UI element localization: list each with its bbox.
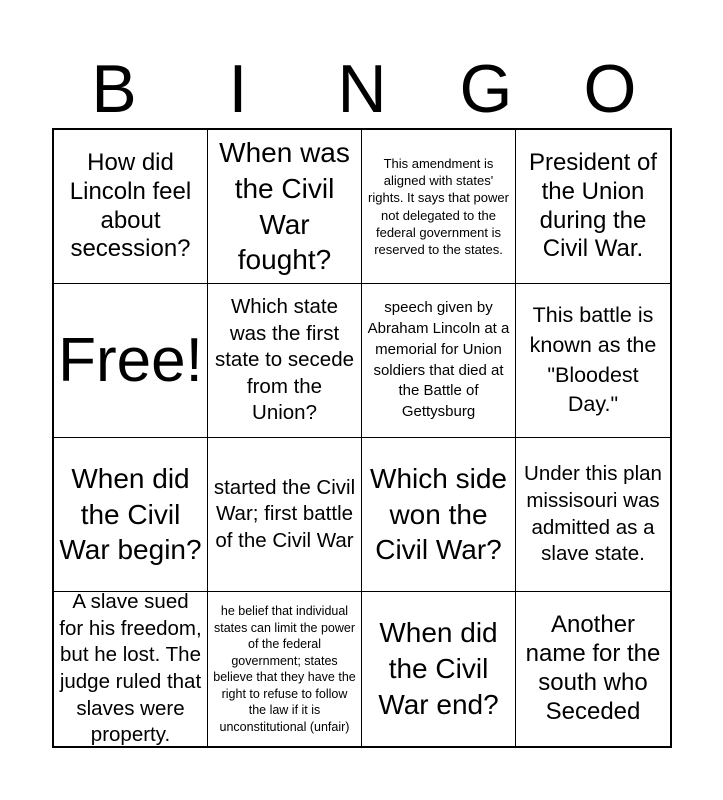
bingo-cell[interactable]: Which side won the Civil War?	[362, 438, 516, 592]
bingo-cell[interactable]: Under this plan missisouri was admitted as a slave state.	[516, 438, 670, 592]
bingo-cell[interactable]: When did the Civil War end?	[362, 592, 516, 746]
bingo-cell[interactable]: This battle is known as the "Bloodest Day."	[516, 284, 670, 438]
bingo-cell[interactable]: started the Civil War; first battle of the Civil War	[208, 438, 362, 592]
bingo-cell[interactable]: Another name for the south who Seceded	[525, 611, 661, 725]
bingo-cell[interactable]: How did Lincoln feel about secession?	[54, 130, 208, 284]
bingo-cell[interactable]: he belief that individual states can limit the power of the federal government; states believe that they have the right to refuse to follow the law if it is unconstitutional (unfair)	[208, 592, 362, 746]
bingo-cell[interactable]: A slave sued for his freedom, but he lost. The judge ruled that slaves were property.	[54, 592, 208, 746]
title-letter-b: B	[91, 51, 137, 127]
bingo-cell[interactable]: When was the Civil War fought?	[208, 130, 362, 284]
title-letter-o: O	[583, 51, 637, 127]
title-letter-g: G	[459, 51, 513, 127]
bingo-card-grid	[52, 128, 672, 748]
free-space-cell[interactable]: Free!	[54, 284, 208, 438]
bingo-cell[interactable]: President of the Union during the Civil War.	[516, 130, 670, 284]
bingo-title	[52, 50, 672, 128]
title-letter-i: I	[228, 51, 248, 127]
bingo-cell[interactable]: speech given by Abraham Lincoln at a memorial for Union soldiers that died at the Battle of Gettysburg	[362, 284, 516, 438]
bingo-cell[interactable]: Which state was the first state to secede from the Union?	[208, 284, 362, 438]
title-letter-n: N	[337, 51, 387, 127]
bingo-cell[interactable]: When did the Civil War begin?	[54, 438, 208, 592]
bingo-cell[interactable]: This amendment is aligned with states' rights. It says that power not delegated to the federal government is reserved to the states.	[362, 130, 516, 284]
